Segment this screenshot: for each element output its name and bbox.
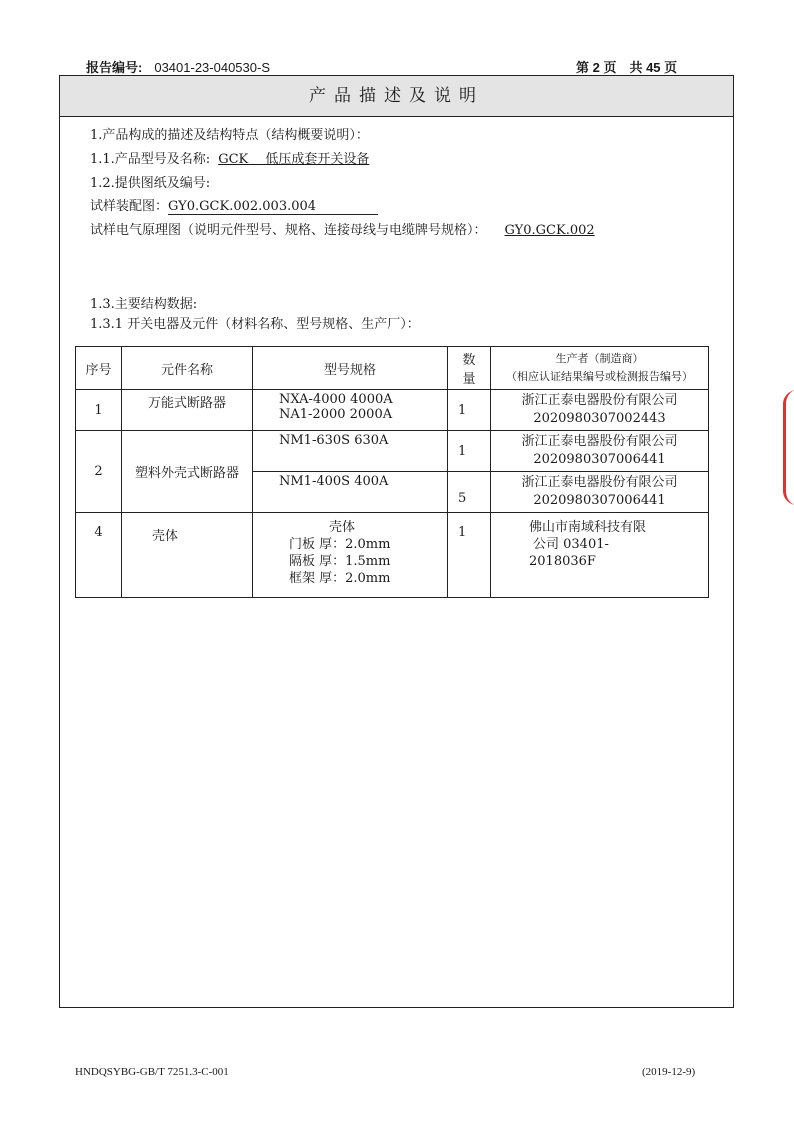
row2a-mfr-2: 2020980307006441 [533, 452, 666, 467]
assembly-drawing-value: GY0.GCK.002.003.004 [168, 199, 378, 215]
report-number-value: 03401-23-040530-S [154, 60, 270, 75]
row2a-manufacturer [491, 431, 709, 472]
row2b-manufacturer [491, 472, 709, 513]
row4-model-3: 隔板 厚：1.5mm [289, 554, 391, 569]
row2b-model: NM1-400S 400A [253, 472, 448, 513]
row4-mfr-1: 佛山市南域科技有限 [529, 520, 647, 535]
row2a-model: NM1-630S 630A [253, 431, 448, 472]
footer-doc-code: HNDQSYBG-GB/T 7251.3-C-001 [75, 1066, 229, 1078]
components-table [75, 346, 709, 598]
report-number-label: 报告编号: [86, 60, 143, 75]
footer-date: (2019-12-9) [642, 1066, 696, 1078]
row2b-mfr-2: 2020980307006441 [533, 493, 666, 508]
page-title: 产品描述及说明 [60, 76, 733, 117]
schematic-value: GY0.GCK.002 [504, 223, 595, 238]
header-qty [448, 347, 491, 390]
row1-qty: 1 [448, 390, 491, 431]
row4-name: 壳体 [122, 513, 253, 598]
row4-model [253, 513, 448, 598]
header-mfr-top: 生产者（制造商） [555, 352, 644, 365]
row2-seq: 2 [76, 431, 122, 513]
row1-name: 万能式断路器 [122, 390, 253, 431]
structure-data-heading: 1.3.主要结构数据: [90, 297, 198, 312]
components-heading: 1.3.1 开关电器及元件（材料名称、型号规格、生产厂）： [90, 317, 420, 332]
header-qty-bottom: 量 [462, 372, 476, 387]
row2b-qty: 5 [448, 472, 491, 513]
table-row [76, 390, 709, 431]
row1-model-2: NA1-2000 2000A [279, 407, 393, 422]
row2b-mfr-1: 浙江正泰电器股份有限公司 [521, 475, 678, 490]
section-1-heading: 1.产品构成的描述及结构特点（结构概要说明）： [90, 128, 369, 143]
header-mfr-bottom: （相应认证结果编号或检测报告编号） [506, 370, 693, 383]
page-number: 第 2 页 共 45 页 [576, 60, 678, 75]
header-model: 型号规格 [253, 347, 448, 390]
row2a-mfr-1: 浙江正泰电器股份有限公司 [521, 434, 678, 449]
red-stamp-fragment [783, 390, 794, 505]
row4-seq: 4 [76, 513, 122, 598]
row2a-qty: 1 [448, 431, 491, 472]
row1-model [253, 390, 448, 431]
product-model-value: GCK 低压成套开关设备 [218, 152, 370, 167]
row4-model-1: 壳体 [329, 520, 356, 535]
report-number [86, 57, 270, 76]
schematic-label: 试样电气原理图（说明元件型号、规格、连接母线与电缆牌号规格）： [90, 223, 487, 238]
row2-name: 塑料外壳式断路器 [122, 431, 253, 513]
row1-seq: 1 [76, 390, 122, 431]
assembly-drawing-label: 试样装配图： [90, 199, 169, 214]
header-qty-top: 数 [462, 353, 476, 368]
row4-model-4: 框架 厚：2.0mm [289, 571, 391, 586]
row1-manufacturer [491, 390, 709, 431]
document-frame [59, 75, 734, 1008]
row1-mfr-1: 浙江正泰电器股份有限公司 [521, 393, 678, 408]
row4-qty: 1 [448, 513, 491, 598]
row1-mfr-2: 2020980307002443 [533, 411, 666, 426]
row4-mfr-3: 2018036F [529, 554, 596, 569]
product-model-line [90, 148, 369, 167]
table-row [76, 513, 709, 598]
row4-mfr-2: 公司 03401- [533, 537, 609, 552]
table-row [76, 431, 709, 472]
header-manufacturer [491, 347, 709, 390]
header-seq: 序号 [76, 347, 122, 390]
row4-model-2: 门板 厚：2.0mm [289, 537, 391, 552]
table-header-row [76, 347, 709, 390]
header-name: 元件名称 [122, 347, 253, 390]
schematic-line [90, 219, 595, 238]
assembly-drawing-line [90, 195, 378, 215]
drawings-heading: 1.2.提供图纸及编号: [90, 176, 211, 191]
product-model-label: 1.1.产品型号及名称: [90, 152, 211, 167]
row4-manufacturer [491, 513, 709, 598]
row1-model-1: NXA-4000 4000A [279, 392, 393, 407]
